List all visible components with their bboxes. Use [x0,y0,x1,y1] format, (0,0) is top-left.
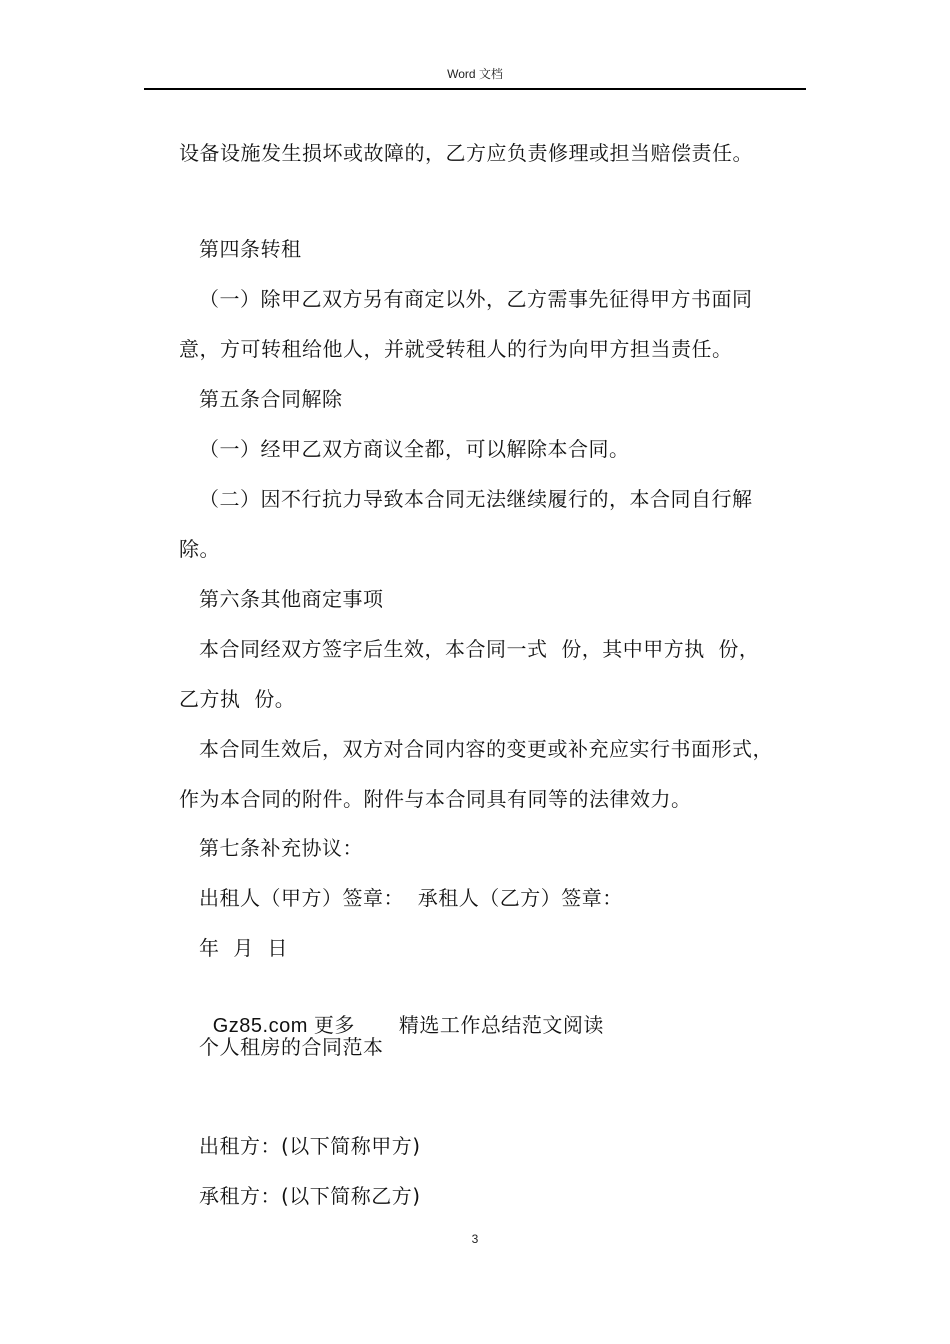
party-line: 出租方：(以下简称甲方) [199,1134,421,1158]
paragraph-line: 意，方可转租给他人，并就受转租人的行为向甲方担当责任。 [179,337,733,361]
paragraph-line: 本合同经双方签字后生效，本合同一式 份，其中甲方执 份， [199,637,760,661]
promo-line[interactable] [199,983,604,1040]
section-heading: 第四条转租 [199,237,302,261]
paragraph-line: （一）经甲乙双方商议全都，可以解除本合同。 [199,437,630,461]
paragraph-line: 除。 [179,537,220,561]
document-title: 个人租房的合同范本 [199,1035,384,1059]
section-heading: 第五条合同解除 [199,387,343,411]
section-heading: 第七条补充协议： [199,836,363,860]
paragraph-line: （二）因不行抗力导致本合同无法继续履行的，本合同自行解 [199,487,753,511]
promo-site-link[interactable]: Gz85.com 更多 [212,1015,355,1037]
paragraph-line: （一）除甲乙双方另有商定以外，乙方需事先征得甲方书面同 [199,287,753,311]
party-line: 承租方：(以下简称乙方) [199,1184,421,1208]
paragraph-line: 设备设施发生损坏或故障的，乙方应负责修理或担当赔偿责任。 [179,141,753,165]
paragraph-line: 作为本合同的附件。附件与本合同具有同等的法律效力。 [179,787,692,811]
header-title: Word 文档 [447,67,503,81]
promo-text[interactable]: 精选工作总结范文阅读 [398,1013,604,1037]
page-number: 3 [471,1232,479,1246]
page-header [144,64,806,90]
signature-line: 出租人（甲方）签章： 承租人（乙方）签章： [199,886,623,910]
section-heading: 第六条其他商定事项 [199,587,384,611]
paragraph-line: 本合同生效后，双方对合同内容的变更或补充应实行书面形式， [199,737,773,761]
date-line: 年 月 日 [199,936,288,960]
paragraph-line: 乙方执 份。 [179,687,296,711]
